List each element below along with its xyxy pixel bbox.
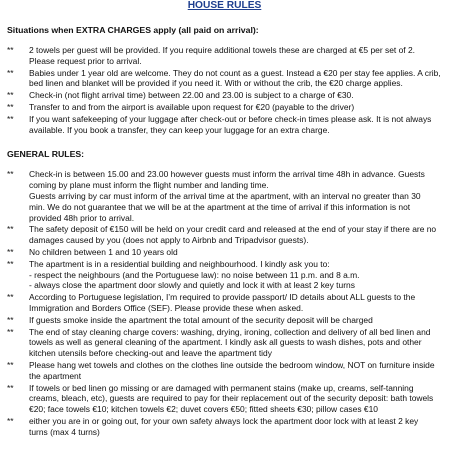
section-heading: Situations when EXTRA CHARGES apply (all paid on arrival): xyxy=(7,25,259,35)
rule-bullet: ** xyxy=(7,246,14,257)
rule-text-line: If towels or bed linen go missing or are damaged with permanent stains (make up, creams, self-tanning xyxy=(29,382,414,393)
rule-item xyxy=(7,292,442,314)
rule-bullet: ** xyxy=(7,45,14,55)
rule-text-line: According to Portuguese legislation, I’m required to provide passport/ ID details about ALL guests to the xyxy=(29,292,416,303)
rule-text-line: Babies under 1 year old are welcome. They do not count as a guest. Instead a €20 per stay fee applies. A crib, xyxy=(29,67,441,78)
rule-text-line: The safety deposit of €150 will be held on your credit card and released at the end of your stay if there are no xyxy=(29,224,437,235)
rule-item xyxy=(7,315,442,326)
rule-bullet: ** xyxy=(7,67,14,78)
rule-text-line: No children between 1 and 10 years old xyxy=(29,246,178,257)
rule-text-line: either you are in or going out, for your own safety always lock the apartment door lock with at least 2 key xyxy=(29,415,419,426)
extra-charges-section xyxy=(7,25,442,149)
rule-text-line: The end of stay cleaning charge covers: washing, drying, ironing, collection and delivery of all bed linen and xyxy=(29,326,431,337)
rule-item xyxy=(7,383,442,415)
rule-text-line: Guests arriving by car must inform of the arrival time at the apartment, with an interval no greater than 30 xyxy=(29,190,421,201)
rules-sections xyxy=(7,25,442,438)
rule-item xyxy=(7,247,442,258)
rule-bullet: ** xyxy=(7,101,14,112)
rule-bullet: ** xyxy=(7,326,14,337)
rule-text-line: damages caused by you (does not apply to Airbnb and Tripadvisor guests). xyxy=(29,235,309,246)
general-rules-section xyxy=(7,149,442,437)
rule-text-line: Transfer to and from the airport is available upon request for €20 (payable to the driver) xyxy=(29,101,355,112)
rule-item xyxy=(7,169,442,223)
rule-text-line: €20; face towels €10; kitchen towels €2; duvet covers €50; fitted sheets €30; pillow cases €10 xyxy=(29,404,378,415)
rule-text-line: - respect the neighbours (and the Portuguese law): no noise between 11 p.m. and 8 a.m. xyxy=(29,269,360,280)
rule-text-line: coming by plane must inform the flight number and landing time. xyxy=(29,180,269,191)
rule-text-line: bed linen and blanket will be provided if you need it. With or without the crib, the €20 charge applies. xyxy=(29,78,403,89)
rule-item xyxy=(7,224,442,246)
rule-text-line: Please hang wet towels and clothes on the clothes line outside the bedroom window, NOT on furniture inside xyxy=(29,359,435,370)
rule-item xyxy=(7,102,442,113)
rule-text-line: Check-in is between 15.00 and 23.00 however guests must inform the arrival time 48h in advance. Guests xyxy=(29,169,425,180)
rule-item xyxy=(7,45,442,67)
rule-text-line: - always close the apartment door slowly and quietly and lock it with at least 2 key turns xyxy=(29,280,355,291)
rule-text-line: creams, bleach, etc), guests are required to pay for their replacement out of the security deposit: bath towels xyxy=(29,393,434,404)
rules-list xyxy=(7,169,442,437)
rules-list xyxy=(7,45,442,135)
rule-text-line: the apartment xyxy=(29,370,82,381)
rule-bullet: ** xyxy=(7,224,14,235)
rule-text-line: 2 towels per guest will be provided. If you require additional towels these are charged at €5 per set of 2. xyxy=(29,45,416,55)
rule-text-line: kitchen utensils before checking-out and leave the apartment tidy xyxy=(29,348,272,359)
rule-bullet: ** xyxy=(7,292,14,303)
rule-text-line: min. We do not guarantee that we will be at the apartment at the time of arrival if this information is not xyxy=(29,201,411,212)
rule-text-line: The apartment is in a residential building and neighbourhood. I kindly ask you to: xyxy=(29,258,330,269)
rule-item xyxy=(7,259,442,291)
rule-item xyxy=(7,327,442,359)
rule-text-line: provided 48h prior to arrival. xyxy=(29,212,135,223)
rule-item xyxy=(7,114,442,136)
rule-bullet: ** xyxy=(7,90,14,101)
rule-bullet: ** xyxy=(7,314,14,325)
rule-text-line: If you want safekeeping of your luggage after check-out or before check-in times please ask. It is not always xyxy=(29,113,432,124)
rule-bullet: ** xyxy=(7,359,14,370)
rule-item xyxy=(7,90,442,101)
page-title: HOUSE RULES xyxy=(187,0,262,11)
rule-text-line: turns (max 4 turns) xyxy=(29,426,100,437)
rule-bullet: ** xyxy=(7,415,14,426)
rule-item xyxy=(7,360,442,382)
rule-bullet: ** xyxy=(7,169,14,180)
rule-text-line: Immigration and Borders Office (SEF). Please provide these when asked. xyxy=(29,302,304,313)
rule-text-line: If guests smoke inside the apartment the total amount of the security deposit will be charged xyxy=(29,314,373,325)
rule-text-line: Check-in (not flight arrival time) between 22.00 and 23.00 is subject to a charge of €30. xyxy=(29,90,354,101)
rule-bullet: ** xyxy=(7,258,14,269)
rule-bullet: ** xyxy=(7,113,14,124)
section-spacer xyxy=(7,136,442,149)
rule-item xyxy=(7,416,442,438)
rule-text-line: towels as well as general cleaning of the apartment. I kindly ask all guests to wash dishes, pots and other xyxy=(29,337,422,348)
rule-text-line: available. If you book a transfer, they can keep your luggage for an extra charge. xyxy=(29,124,330,135)
rule-bullet: ** xyxy=(7,382,14,393)
rule-item xyxy=(7,68,442,90)
section-heading: GENERAL RULES: xyxy=(7,149,85,160)
rule-text-line: Please request prior to arrival. xyxy=(29,55,142,66)
